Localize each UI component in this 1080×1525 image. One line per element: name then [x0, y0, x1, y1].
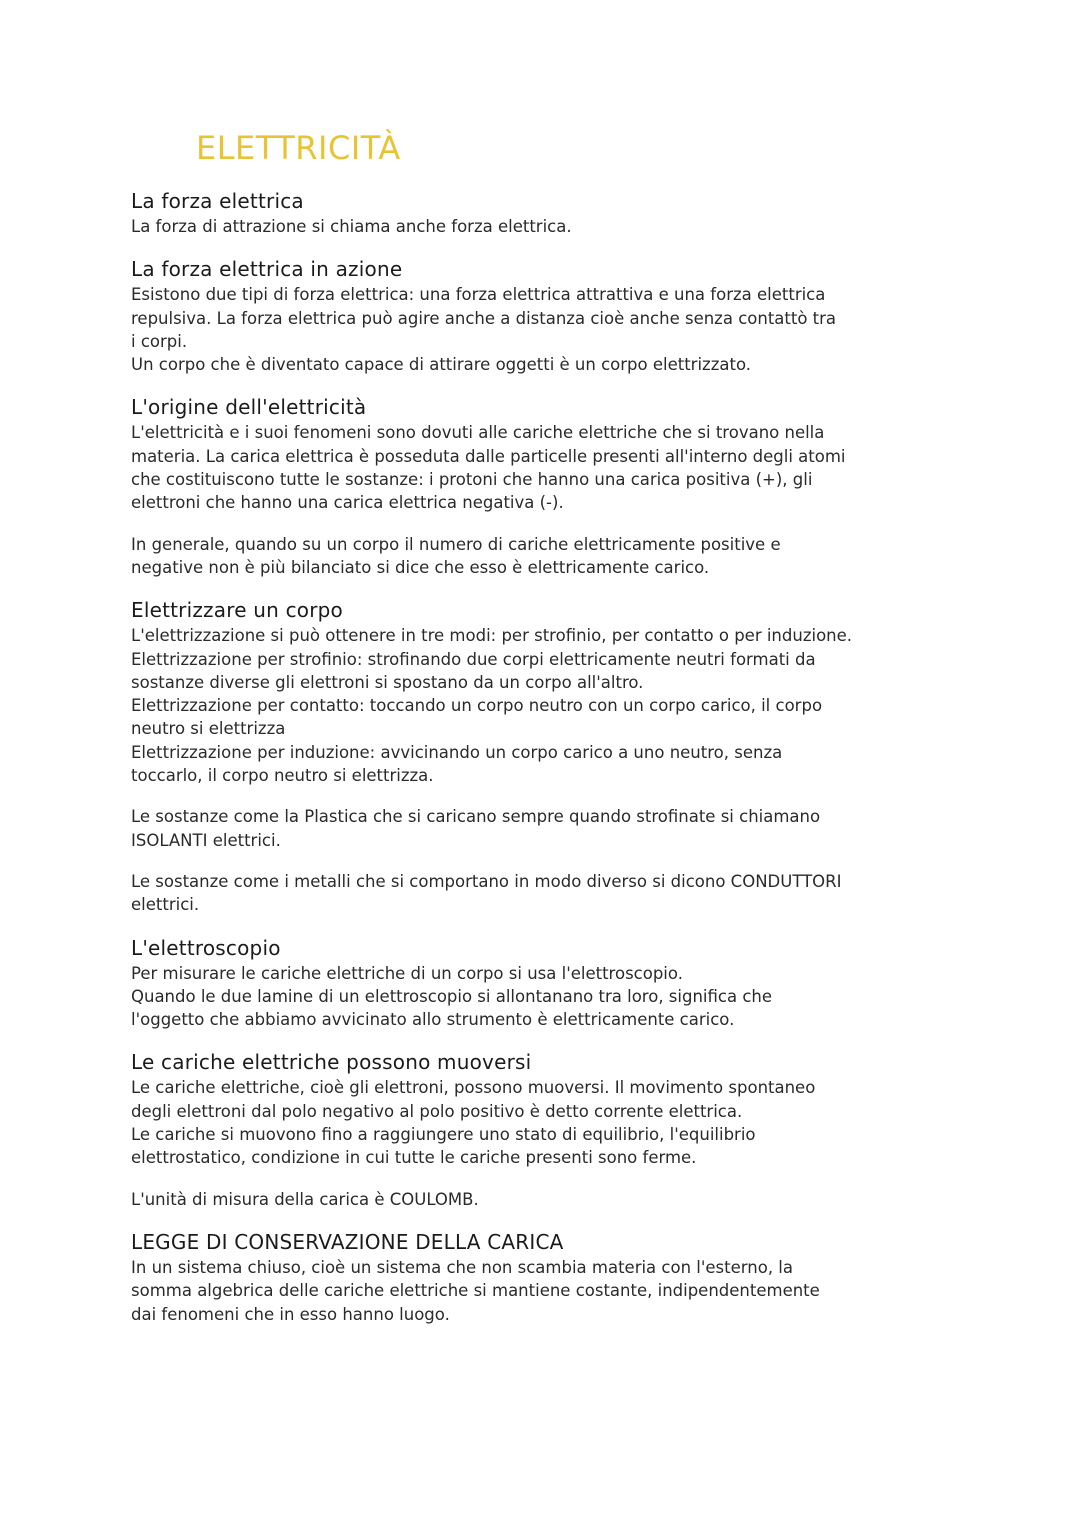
text-line: elettrostatico, condizione in cui tutte le cariche presenti sono ferme. — [131, 1148, 697, 1168]
paragraph — [131, 624, 951, 787]
text-line: L'elettricità e i suoi fenomeni sono dovuti alle cariche elettriche che si trovano nella — [131, 423, 825, 443]
text-line: In generale, quando su un corpo il numero di cariche elettricamente positive e — [131, 534, 781, 554]
text-line: Elettrizzazione per contatto: toccando un corpo neutro con un corpo carico, il corpo — [131, 696, 823, 716]
text-line: negative non è più bilanciato si dice che esso è elettricamente carico. — [131, 557, 710, 577]
text-line: repulsiva. La forza elettrica può agire anche a distanza cioè anche senza contattò tra — [131, 308, 837, 328]
text-line: materia. La carica elettrica è posseduta dalle particelle presenti all'interno degli atomi — [131, 446, 846, 466]
text-line: Esistono due tipi di forza elettrica: una forza elettrica attrattiva e una forza elettrica — [131, 285, 826, 305]
section — [131, 1229, 951, 1326]
text-line: In un sistema chiuso, cioè un sistema che non scambia materia con l'esterno, la — [131, 1257, 794, 1277]
text-line: degli elettroni dal polo negativo al polo positivo è detto corrente elettrica. — [131, 1101, 743, 1121]
paragraph-gap — [131, 852, 951, 870]
section — [131, 935, 951, 1032]
section-heading: LEGGE DI CONSERVAZIONE DELLA CARICA — [131, 1229, 564, 1254]
text-line: l'oggetto che abbiamo avvicinato allo strumento è elettricamente carico. — [131, 1010, 735, 1030]
text-line: Elettrizzazione per strofinio: strofinando due corpi elettricamente neutri formati da — [131, 649, 816, 669]
text-line: Le cariche elettriche, cioè gli elettroni, possono muoversi. Il movimento spontaneo — [131, 1078, 816, 1098]
page-title: ELETTRICITÀ — [196, 129, 401, 167]
paragraph — [131, 533, 951, 580]
text-line: Elettrizzazione per induzione: avvicinando un corpo carico a uno neutro, senza — [131, 742, 783, 762]
section-gap — [131, 1211, 951, 1229]
section — [131, 256, 951, 376]
text-line: i corpi. — [131, 331, 188, 351]
section-gap — [131, 376, 951, 394]
text-line: ISOLANTI elettrici. — [131, 830, 281, 850]
section — [131, 1049, 951, 1210]
paragraph — [131, 421, 951, 514]
paragraph — [131, 805, 951, 852]
section-heading: Le cariche elettriche possono muoversi — [131, 1050, 532, 1075]
paragraph-gap — [131, 787, 951, 805]
text-line: somma algebrica delle cariche elettriche si mantiene costante, indipendentemente — [131, 1281, 820, 1301]
text-line: Per misurare le cariche elettriche di un corpo si usa l'elettroscopio. — [131, 963, 683, 983]
document-body — [131, 188, 951, 1326]
text-line: L'unità di misura della carica è COULOMB. — [131, 1189, 479, 1209]
paragraph — [131, 283, 951, 376]
paragraph — [131, 215, 951, 238]
text-line: La forza di attrazione si chiama anche forza elettrica. — [131, 217, 572, 236]
section — [131, 188, 951, 238]
text-line: elettrici. — [131, 895, 200, 915]
paragraph — [131, 870, 951, 917]
text-line: L'elettrizzazione si può ottenere in tre modi: per strofinio, per contatto o per induzione. — [131, 626, 853, 646]
paragraph — [131, 1256, 951, 1326]
section — [131, 597, 951, 916]
text-line: toccarlo, il corpo neutro si elettrizza. — [131, 766, 434, 786]
text-line: Quando le due lamine di un elettroscopio si allontanano tra loro, significa che — [131, 986, 773, 1006]
section-heading: L'elettroscopio — [131, 935, 281, 960]
section-heading: L'origine dell'elettricità — [131, 395, 367, 420]
text-line: Le sostanze come la Plastica che si caricano sempre quando strofinate si chiamano — [131, 807, 821, 827]
section-gap — [131, 1031, 951, 1049]
section — [131, 394, 951, 579]
section-gap — [131, 238, 951, 256]
text-line: dai fenomeni che in esso hanno luogo. — [131, 1304, 450, 1324]
text-line: neutro si elettrizza — [131, 719, 286, 739]
paragraph — [131, 1076, 951, 1169]
text-line: Le cariche si muovono fino a raggiungere uno stato di equilibrio, l'equilibrio — [131, 1125, 756, 1145]
section-heading: La forza elettrica — [131, 189, 304, 213]
text-line: Un corpo che è diventato capace di attirare oggetti è un corpo elettrizzato. — [131, 355, 751, 375]
text-line: elettroni che hanno una carica elettrica negativa (-). — [131, 493, 564, 513]
text-line: Le sostanze come i metalli che si comportano in modo diverso si dicono CONDUTTORI — [131, 871, 842, 891]
section-heading: Elettrizzare un corpo — [131, 598, 343, 623]
section-gap — [131, 917, 951, 935]
section-gap — [131, 579, 951, 597]
paragraph-gap — [131, 515, 951, 533]
paragraph — [131, 962, 951, 1032]
paragraph — [131, 1188, 951, 1211]
paragraph-gap — [131, 1170, 951, 1188]
section-heading: La forza elettrica in azione — [131, 257, 403, 282]
text-line: sostanze diverse gli elettroni si spostano da un corpo all'altro. — [131, 672, 644, 692]
text-line: che costituiscono tutte le sostanze: i protoni che hanno una carica positiva (+), gli — [131, 470, 813, 490]
